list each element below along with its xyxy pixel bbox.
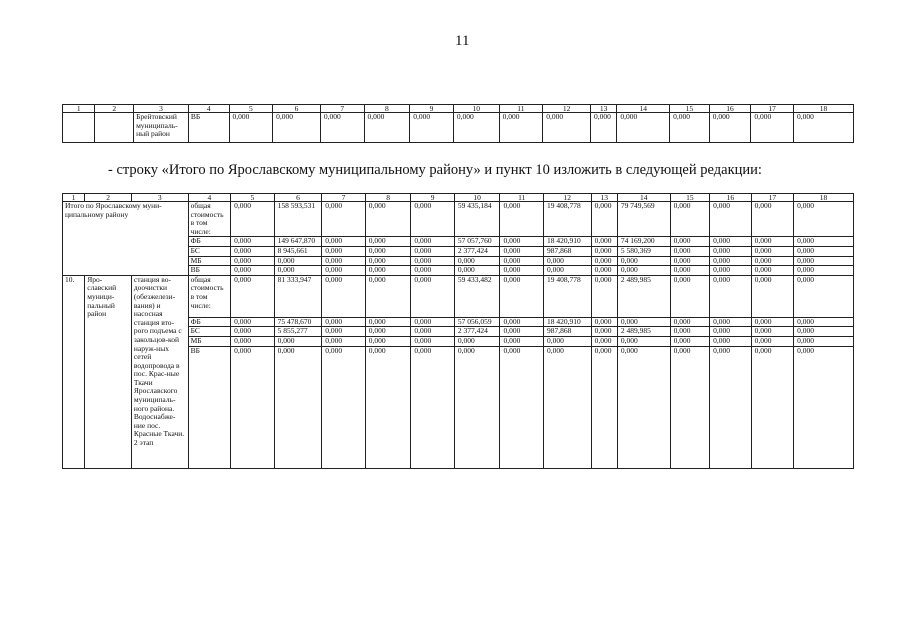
cell-value: 0,000 (591, 336, 617, 346)
cell-value: 0,000 (591, 256, 617, 266)
instruction-text: - строку «Итого по Ярославскому муниципальному району» и пункт 10 изложить в следующей редакции: (108, 162, 762, 178)
cell-value: 81 333,947 (274, 275, 322, 317)
cell-value: 0,000 (274, 266, 322, 276)
cell-value: 0,000 (322, 202, 366, 237)
cell-value: 0,000 (322, 336, 366, 346)
cell-value: 0,000 (670, 346, 709, 468)
column-number-cell: 9 (411, 194, 455, 202)
cell-value: 0,000 (411, 256, 455, 266)
cell-value: 0,000 (670, 246, 709, 256)
cell-value: 0,000 (322, 327, 366, 337)
cell-value: 0,000 (365, 317, 411, 327)
cell-value: 0,000 (322, 256, 366, 266)
table-row (63, 275, 854, 317)
cell-value: 0,000 (710, 256, 752, 266)
cell-value: 0,000 (500, 202, 544, 237)
cell-value: 0,000 (411, 346, 455, 468)
cell-value: 0,000 (500, 237, 544, 247)
cell-value: 158 593,531 (274, 202, 322, 237)
column-number-cell: 6 (273, 105, 321, 113)
cell-value: 0,000 (322, 266, 366, 276)
column-number-cell: 1 (63, 105, 95, 113)
cell-value: 0,000 (591, 237, 617, 247)
cell-value: 0,000 (500, 327, 544, 337)
cell-value: 0,000 (670, 275, 709, 317)
cell-value: 0,000 (500, 336, 544, 346)
cell-value: 0,000 (591, 275, 617, 317)
cell-value: 0,000 (670, 202, 709, 237)
cell-value: 0,000 (231, 317, 275, 327)
cell-value: 0,000 (411, 237, 455, 247)
column-number-row (63, 105, 854, 113)
cell-funding-source: ВБ (188, 346, 231, 468)
cell-value: 0,000 (670, 237, 709, 247)
cell-value: 0,000 (231, 246, 275, 256)
cell-value: 0,000 (794, 246, 854, 256)
cell-value: 0,000 (670, 266, 709, 276)
column-number-cell: 18 (794, 194, 854, 202)
cell-value: 0,000 (322, 275, 366, 317)
cell-value: 0,000 (365, 275, 411, 317)
column-number-cell: 3 (131, 194, 188, 202)
cell-value: 2 489,985 (617, 275, 670, 317)
cell-value: 149 647,870 (274, 237, 322, 247)
cell-value: 0,000 (670, 256, 709, 266)
column-number-row (63, 194, 854, 202)
column-number-cell: 4 (188, 194, 231, 202)
cell-value: 0,000 (794, 346, 854, 468)
cell-value: 2 377,424 (454, 327, 500, 337)
cell-value: 0,000 (591, 317, 617, 327)
cell-number (63, 113, 95, 143)
cell-value: 0,000 (411, 327, 455, 337)
cell-value: 0,000 (411, 317, 455, 327)
cell-value: 19 408,778 (544, 202, 592, 237)
column-number-cell: 11 (500, 194, 544, 202)
column-number-cell: 18 (793, 105, 853, 113)
column-number-cell: 5 (231, 194, 275, 202)
cell-value: 987,868 (544, 246, 592, 256)
cell-value: 0,000 (411, 246, 455, 256)
cell-value: 0,000 (710, 336, 752, 346)
cell-value: 0,000 (231, 256, 275, 266)
column-number-cell: 9 (410, 105, 454, 113)
cell-value: 2 489,985 (617, 327, 670, 337)
cell-value: 0,000 (231, 202, 275, 237)
cell-value: 0,000 (794, 336, 854, 346)
cell-funding-source: МБ (188, 256, 231, 266)
table-breitovsky (62, 104, 854, 143)
cell-value: 0,000 (751, 336, 794, 346)
cell-value: 0,000 (365, 266, 411, 276)
column-number-cell: 10 (453, 105, 499, 113)
cell-value: 0,000 (591, 202, 617, 237)
cell-value: 0,000 (591, 266, 617, 276)
column-number-cell: 17 (751, 105, 794, 113)
cell-value: 0,000 (411, 202, 455, 237)
cell-value: 0,000 (364, 113, 410, 143)
cell-value: 0,000 (793, 113, 853, 143)
cell-value: 0,000 (500, 246, 544, 256)
cell-value: 0,000 (751, 266, 794, 276)
cell-value: 0,000 (500, 317, 544, 327)
cell-value: 0,000 (365, 237, 411, 247)
cell-value: 0,000 (411, 275, 455, 317)
cell-value: 0,000 (751, 327, 794, 337)
cell-object: станция во-доочистки (обезжелези-вания) и насосная станция вто-рого подъема с закольцов-кой наруж-ных сетей водопровода в пос. Крас-ные Ткачи Ярославского муниципаль-ного района. Водоснабже-ние пос. Красные Ткачи. 2 этап (131, 275, 188, 468)
column-number-cell: 14 (617, 105, 670, 113)
cell-value: 0,000 (544, 256, 592, 266)
column-number-cell: 7 (322, 194, 366, 202)
cell-value: 0,000 (617, 346, 670, 468)
cell-value: 0,000 (274, 256, 322, 266)
cell-value: 0,000 (751, 113, 794, 143)
cell-value: 0,000 (500, 256, 544, 266)
cell-value: 0,000 (454, 256, 500, 266)
cell-value: 0,000 (794, 256, 854, 266)
cell-object: Брейтовский муниципаль-ный район (134, 113, 189, 143)
cell-number: 10. (63, 275, 85, 468)
cell-value: 0,000 (591, 327, 617, 337)
cell-value: 2 377,424 (454, 246, 500, 256)
cell-value: 0,000 (454, 266, 500, 276)
column-number-cell: 8 (365, 194, 411, 202)
cell-value: 59 435,184 (454, 202, 500, 237)
cell-funding-source: МБ (188, 336, 231, 346)
cell-value: 0,000 (499, 113, 543, 143)
column-number-cell: 2 (95, 105, 134, 113)
cell-value: 0,000 (544, 346, 592, 468)
column-number-cell: 7 (320, 105, 364, 113)
cell-value: 0,000 (670, 327, 709, 337)
cell-value: 0,000 (365, 256, 411, 266)
column-number-cell: 16 (710, 194, 752, 202)
cell-funding-source: БС (188, 327, 231, 337)
cell-value: 0,000 (543, 113, 591, 143)
cell-value: 0,000 (670, 336, 709, 346)
column-number-cell: 12 (543, 105, 591, 113)
cell-value: 0,000 (231, 266, 275, 276)
cell-value: 0,000 (670, 113, 710, 143)
cell-value: 0,000 (617, 336, 670, 346)
column-number-cell: 13 (591, 194, 617, 202)
cell-value: 0,000 (231, 327, 275, 337)
cell-value: 0,000 (710, 246, 752, 256)
cell-value: 0,000 (751, 256, 794, 266)
cell-value: 0,000 (710, 237, 752, 247)
cell-value: 0,000 (411, 266, 455, 276)
cell-value: 0,000 (231, 346, 275, 468)
cell-value: 0,000 (710, 266, 752, 276)
cell-value: 0,000 (410, 113, 454, 143)
column-number-cell: 3 (134, 105, 189, 113)
cell-value: 59 433,482 (454, 275, 500, 317)
cell-value: 0,000 (794, 327, 854, 337)
cell-value: 0,000 (751, 346, 794, 468)
cell-value: 0,000 (794, 317, 854, 327)
cell-value: 0,000 (274, 346, 322, 468)
column-number-cell: 13 (590, 105, 616, 113)
cell-value: 0,000 (617, 113, 670, 143)
cell-funding-source: ВБ (188, 113, 229, 143)
cell-value: 0,000 (591, 346, 617, 468)
cell-value: 0,000 (500, 346, 544, 468)
cell-value: 0,000 (710, 275, 752, 317)
column-number-cell: 15 (670, 194, 709, 202)
column-number-cell: 5 (229, 105, 273, 113)
cell-funding-source: ФБ (188, 237, 231, 247)
column-number-cell: 8 (364, 105, 410, 113)
cell-district (95, 113, 134, 143)
cell-value: 0,000 (710, 202, 752, 237)
cell-value: 0,000 (322, 246, 366, 256)
cell-value: 0,000 (544, 336, 592, 346)
cell-value: 0,000 (365, 336, 411, 346)
table-row (63, 202, 854, 237)
cell-value: 8 945,661 (274, 246, 322, 256)
column-number-cell: 2 (85, 194, 132, 202)
table-row (63, 113, 854, 143)
cell-value: 0,000 (751, 317, 794, 327)
cell-value: 0,000 (710, 346, 752, 468)
cell-value: 0,000 (710, 317, 752, 327)
cell-value: 5 580,369 (617, 246, 670, 256)
cell-funding-source: ВБ (188, 266, 231, 276)
cell-value: 0,000 (365, 327, 411, 337)
cell-value: 0,000 (500, 266, 544, 276)
column-number-cell: 12 (544, 194, 592, 202)
column-number-cell: 6 (274, 194, 322, 202)
cell-value: 75 478,670 (274, 317, 322, 327)
column-number-cell: 17 (751, 194, 794, 202)
cell-value: 74 169,200 (617, 237, 670, 247)
column-number-cell: 11 (499, 105, 543, 113)
cell-value: 0,000 (454, 336, 500, 346)
cell-funding-source: общая стоимость в том числе: (188, 202, 231, 237)
cell-value: 18 420,910 (544, 237, 592, 247)
column-number-cell: 4 (188, 105, 229, 113)
cell-value: 0,000 (231, 237, 275, 247)
cell-value: 0,000 (453, 113, 499, 143)
cell-value: 0,000 (709, 113, 751, 143)
cell-value: 0,000 (794, 237, 854, 247)
cell-value: 0,000 (794, 266, 854, 276)
cell-value: 57 056,059 (454, 317, 500, 327)
cell-value: 0,000 (231, 336, 275, 346)
cell-value: 0,000 (751, 275, 794, 317)
cell-value: 0,000 (274, 336, 322, 346)
cell-value: 0,000 (231, 275, 275, 317)
cell-value: 0,000 (544, 266, 592, 276)
cell-value: 0,000 (617, 256, 670, 266)
page-number: 11 (455, 33, 470, 49)
cell-value: 0,000 (794, 202, 854, 237)
cell-value: 79 749,569 (617, 202, 670, 237)
cell-value: 0,000 (322, 346, 366, 468)
cell-value: 0,000 (591, 246, 617, 256)
cell-value: 0,000 (365, 346, 411, 468)
cell-value: 19 408,778 (544, 275, 592, 317)
cell-funding-source: общая стоимость в том числе: (188, 275, 231, 317)
column-number-cell: 16 (709, 105, 751, 113)
cell-value: 0,000 (411, 336, 455, 346)
cell-value: 0,000 (751, 246, 794, 256)
cell-value: 0,000 (617, 266, 670, 276)
cell-value: 0,000 (590, 113, 616, 143)
cell-value: 0,000 (454, 346, 500, 468)
column-number-cell: 1 (63, 194, 85, 202)
cell-value: 0,000 (710, 327, 752, 337)
column-number-cell: 14 (617, 194, 670, 202)
cell-value: 5 855,277 (274, 327, 322, 337)
cell-value: 0,000 (500, 275, 544, 317)
cell-value: 0,000 (617, 317, 670, 327)
cell-funding-source: БС (188, 246, 231, 256)
cell-value: 0,000 (322, 237, 366, 247)
column-number-cell: 15 (670, 105, 710, 113)
table-yaroslavsky (62, 193, 854, 469)
cell-value: 0,000 (273, 113, 321, 143)
column-number-cell: 10 (454, 194, 500, 202)
cell-value: 0,000 (670, 317, 709, 327)
cell-value: 0,000 (794, 275, 854, 317)
cell-value: 0,000 (322, 317, 366, 327)
cell-value: 0,000 (365, 246, 411, 256)
cell-value: 0,000 (229, 113, 273, 143)
cell-value: 0,000 (320, 113, 364, 143)
cell-district: Яро-славский муници-пальный район (85, 275, 132, 468)
cell-value: 57 057,760 (454, 237, 500, 247)
cell-value: 0,000 (751, 237, 794, 247)
cell-value: 987,868 (544, 327, 592, 337)
cell-value: 0,000 (751, 202, 794, 237)
cell-value: 0,000 (365, 202, 411, 237)
cell-value: 18 420,910 (544, 317, 592, 327)
cell-funding-source: ФБ (188, 317, 231, 327)
total-label: Итого по Ярославскому муни-ципальному району (63, 202, 189, 276)
